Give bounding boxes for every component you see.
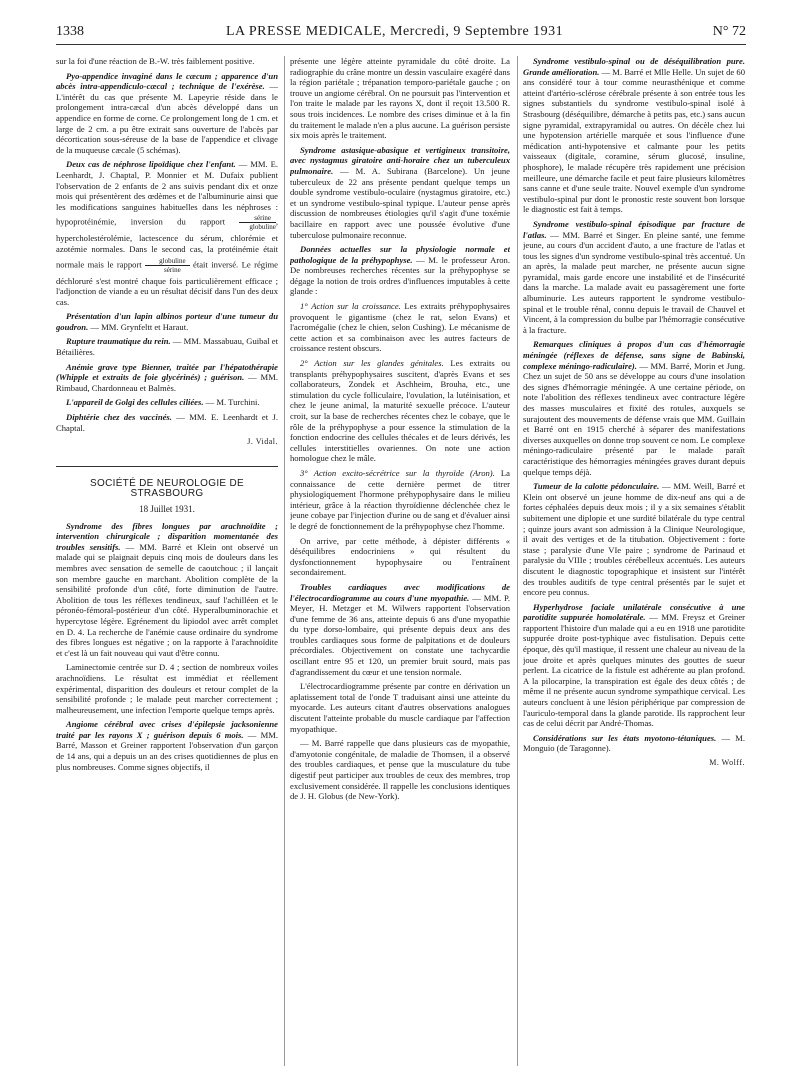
- issue-number: N° 72: [712, 24, 746, 39]
- article-heading: Diphtérie chez des vaccinés.: [66, 412, 172, 423]
- article-body: — MM. E. Leenhardt et J. Chaptal.: [56, 412, 278, 433]
- article-entry: [56, 521, 278, 659]
- page-number: 1338: [56, 24, 84, 39]
- article-heading: Syndrome vestibulo-spinal épisodique par fracture de l'atlas.: [523, 218, 745, 240]
- article-entry: [56, 311, 278, 332]
- article-heading: Angiome cérébral avec crises d'épilepsie jacksonienne traité par les rayons X ; guérison depuis 6 mois.: [56, 719, 278, 740]
- journal-title: LA PRESSE MEDICALE, Mercredi, 9 Septembre 1931: [226, 24, 564, 39]
- session-date: 18 Juillet 1931.: [139, 504, 195, 514]
- article-body: — M. Barré et Mlle Helle. Un sujet de 60 ans considéré tour à tour comme neurasthénique et comme atteint d'artério-sclérose cérébrale présente à son entrée tous les signes substantiels du syndrome vestibulo-spinal isolé à Strasbourg (déséquilibre, démarche à petits pas, etc.) sans aucun signe pyramidal, extrapyramidal ou autres. On décèle chez lui une hypotension artérielle marquée et sous l'influence d'une médication anti-hypotensive et calmante pour les petits vaisseaux (digitale, coramine, sérum glucosé, insuline, phosphore), le malade récupère très rapidement une précision meilleure, une démarche facile et peut faire plusieurs kilomètres sans canne et d'une seule traite. Nouvel exemple d'un syndrome vestibulo-spinal pur dont le pronostic reste souvent bon lorsque le diagnostic est fait à temps.: [523, 66, 745, 215]
- article-entry: [523, 339, 745, 477]
- article-entry: [56, 719, 278, 772]
- article-body: — MM. P. Meyer, H. Metzger et M. Wilwers rapportent l'observation d'une femme de 36 ans, atteinte depuis 6 ans d'une myopathie du type dorso-lombaire, qui présente depuis deux ans des troubles cardiaques sous forme de palpitations et de douleurs précordiales. Objectivement on constate une tachycardie oscillant entre 95 et 120, un premier bruit sourd, mais pas d'agrandissement du cœur et une tension normale.: [290, 592, 510, 677]
- article-body: — MM. Grynfeltt et Haraut.: [88, 321, 189, 332]
- column-right: [523, 56, 745, 1066]
- section-title: SOCIÉTÉ DE NEUROLOGIE DE STRASBOURG: [56, 466, 278, 500]
- article-body: — MM. Barré, Morin et Jung. Chez un sujet de 50 ans se développe au cours d'une insolation des signes d'hémorragie méningée. A une certaine période, on note l'abolition des réflexes tendineux avec contracture légère des masses musculaires et fixité des rotules, auxquels se surajoutent des mouvements de défense vrais que MM. Guillain et Barré ont en 1915 cherché à séparer des manifestations diverses auxquelles on donne trop souvent ce nom. Le complexe méningo-radiculaire présenté par le malade paraît caractéristique des hémorragies méningées graves durant depuis quelque temps déjà.: [523, 360, 745, 477]
- fraction-numerator: sérine: [239, 214, 275, 223]
- column-left: [56, 56, 278, 1066]
- column-divider: [517, 56, 518, 1066]
- article-entry: [523, 56, 745, 215]
- article-heading: L'appareil de Golgi des cellules ciliées.: [66, 397, 204, 408]
- paragraph: — M. Barré rappelle que dans plusieurs cas de myopathie, d'amyotonie congénitale, de maladie de Thomsen, il a observé des troubles cardiaques, et pense que la musculature du tube digestif peut participer aux troubles de ceux des membres, trop exclusivement considérée. Il rappelle les conclusions identiques de J. H. Globus (de New-York).: [290, 738, 510, 802]
- article-heading: Remarques cliniques à propos d'un cas d'hémorragie méningée (réflexes de défense, sans signe de Babinski, complexe méningo-radiculaire).: [523, 339, 745, 371]
- article-body: — MM. Massabuau, Guibal et Bétailières.: [56, 336, 278, 358]
- article-entry: [290, 145, 510, 240]
- article-body: Les extraits ou transplants préhypophysaires suscitent, d'après Evans et ses collaborateurs, Zondek et Aschheim, Brouha, etc., une stimulation du cycle folliculaire, l'ovulation, la lutéinisation, et chez le jeune animal, la maturité sexuelle précoce. L'auteur croit, sur la base de recherches récentes chez le cobaye, que le rôle de la préhypophyse a pour essence la stimulation de la fonction endocrine des cellules thécales et de leurs dérivés, les cellules interstitielles ovariennes. On note une action homologue chez le mâle.: [290, 358, 510, 464]
- signature: M. Wolff.: [709, 758, 745, 767]
- article-body: — MM. Freysz et Greiner rapportent l'histoire d'un malade qui a eu en 1918 une parotidite suppurée droite post-typhique avec fistulisation. Depuis cette époque, dès qu'il mastique, il ressent une chaleur au niveau de la joue droite et après quelques minutes des gouttes de sueur perlent. La cicatrice de la fistule est adhérente au plan profond. A la pilocarpine, la transpiration est égale des deux côtés ; de même il ne présente aucun syndrome sympathique cervical. Les auteurs concluent à une lésion périphérique par compression de l'auriculo-temporal dans la glande parotide. Ils rapprochent leur cas de celui décrit par André-Thomas.: [523, 612, 745, 729]
- article-heading: Troubles cardiaques avec modifications de l'électrocardiogramme au cours d'une myopathie.: [290, 581, 510, 603]
- article-entry: [523, 733, 745, 754]
- page-header: [56, 22, 746, 45]
- article-body: était inversé. Le régime déchloruré s'est montré chaque fois particulièrement efficace ; l'adjonction de viande a eu un résultat décisif dans l'un des deux cas.: [56, 258, 278, 307]
- article-entry: [290, 582, 510, 677]
- article-heading: Pyo-appendice invaginé dans le cæcum ; apparence d'un abcès intra-appendiculo-cæcal ; technique de l'exérèse.: [56, 70, 278, 92]
- subheading: 3° Action excito-sécrétrice sur la thyroïde (Aron).: [300, 467, 495, 478]
- fraction-denominator: globuline: [249, 223, 276, 232]
- article-heading: Présentation d'un lapin albinos porteur d'une tumeur du goudron.: [56, 311, 278, 332]
- article-entry: [56, 397, 278, 408]
- article-entry: [523, 481, 745, 598]
- paragraph: L'électrocardiogramme présente par contre en dérivation un aplatissement total de l'onde T traduisant ainsi une atteinte du myocarde. Les auteurs citant d'autres observations analogues discutent l'atteinte probable du muscle cardiaque par l'affection myopathique.: [290, 681, 510, 734]
- article-body: — L'intérêt du cas que présente M. Lapeyrie réside dans le prolongement intra-cæcal d'un abcès développé dans un appendice en forme de corne. Ce prolongement long de 1 cm. et large de 2 cm. a pu être extrait sans ouverture de l'abcès par décortication sous-séreuse de la base de l'appendice et clivage de la muqueuse cæcale (5 schémas).: [56, 81, 278, 155]
- paragraph: Laminectomie centrée sur D. 4 ; section de nombreux voiles arachnoïdiens. Le résultat est immédiat et réellement expérimental, disparition des douleurs et retour complet de la sensibilité profonde ; le malade peut marcher correctement ; malheureusement, une infection l'emporte quelque temps après.: [56, 662, 278, 715]
- article-entry: [290, 244, 510, 297]
- article-entry: [290, 468, 510, 532]
- signature: J. Vidal.: [247, 437, 278, 447]
- article-body: — MM. Rimbaud, Chardonneau et Balmès.: [56, 372, 278, 393]
- article-body: Les extraits préhypophysaires provoquent le gigantisme (chez le rat, selon Evans) et l'acromégalie (chez le chien, selon Cushing). Le mécanisme de cette action et sa combinaison avec les autres facteurs de croissance restent obscurs.: [290, 301, 510, 354]
- article-heading: Tumeur de la calotte pédonculaire.: [533, 481, 660, 492]
- article-entry: [56, 412, 278, 433]
- column-middle: [290, 56, 510, 1066]
- article-entry: [56, 71, 278, 156]
- article-heading: Rupture traumatique du rein.: [66, 336, 171, 347]
- article-entry: [56, 159, 278, 307]
- article-body: , hypercholestérolémie, lactescence du sérum, chlorémie et azotémie normales. Dans le second cas, la protéinémie était normale mais le rapport: [56, 216, 278, 269]
- subheading: 1° Action sur la croissance.: [300, 301, 401, 312]
- article-entry: [523, 602, 745, 729]
- article-heading: Anémie grave type Bienner, traitée par l'hépatothérapie (Whipple et extraits de foie glycérinés) ; guérison.: [56, 361, 278, 383]
- fraction: [145, 257, 189, 274]
- article-body: — MM. Barré et Singer. En pleine santé, une femme jeune, au cours d'un accident d'auto, a une fracture de l'atlas et tous les signes d'un syndrome vestibulo-spinal très accentué. Un an après, la malade peut marcher, ne présente aucun signe pyramidal, mais garde encore une instabilité et de l'insécurité dans la marche. La malade avait eu passagèrement une forte albuminurie. Les auteurs rapportent le syndrome vestibulo-spinal et le trouble rénal, connu depuis le travail de Chauvel et Vincent, à la compression du bulbe par l'hémorragie consécutive à la fracture.: [523, 229, 745, 335]
- article-body: — M. Turchini.: [203, 397, 260, 408]
- article-heading: Données actuelles sur la physiologie normale et pathologique de la préhypophyse.: [290, 244, 510, 265]
- column-divider: [284, 56, 285, 1066]
- article-entry: [290, 301, 510, 354]
- article-body: — M. A. Subirana (Barcelone). Un jeune tuberculeux de 22 ans présente pendant quelque temps un double syndrome vestibulo-oculaire (nystagmus giratoire, etc.) et un syndrome vestibulo-spinal typique. L'auteur pense après discussion de nombreuses étiologies qu'il s'agit d'une toxémie bacillaire en rapport avec une poussée évolutive d'une tuberculose pulmonaire reconnue.: [290, 165, 510, 240]
- fraction: [239, 214, 275, 231]
- article-heading: Considérations sur les états myotono-tétaniques.: [533, 732, 717, 743]
- article-body: — MM. Barré, Masson et Greiner rapportent l'observation d'un garçon de 14 ans, qui a depuis un an des crises quotidiennes de plus en plus nombreuses. Comme signes objectifs, il: [56, 729, 278, 772]
- subheading: 2° Action sur les glandes génitales.: [300, 358, 444, 369]
- article-heading: Hyperhydrose faciale unilatérale consécutive à une parotidite suppurée homolatérale.: [523, 601, 745, 623]
- article-body: — MM. E. Leenhardt, J. Chaptal, P. Monnier et M. Dufaix publient l'observation de 2 enfants de 2 ans suivis pendant dix et onze mois qui présentèrent des œdèmes et de l'albuminurie ainsi que les modifications sanguines habituelles dans les néphroses : hypoprotéinémie, inversion du rapport: [56, 159, 278, 227]
- article-entry: [56, 362, 278, 394]
- article-body: La connaissance de cette dernière permet de titrer physiologiquement l'hormone préhypophysaire dans le milieu intérieur, grâce à la réaction thyroïdienne déclenchée chez le jeune cobaye par l'injection d'urine ou de sang et d'évaluer ainsi le degré de fonctionnement de la préhypophyse chez l'homme.: [290, 467, 510, 531]
- article-entry: [290, 358, 510, 464]
- article-body: — MM. Barré et Klein ont observé un malade qui se plaignait depuis cinq mois de douleurs dans les membres avec sensation de semelle de caoutchouc ; il lançait son membre gauche en marchant. Abolition complète de la sensibilité profonde d'un côté, forte diminution de l'autre. Abolition de tous les réflexes tendineux, sauf l'achilléen et le péronéo-fémoral-postérieur d'un côté. Hyperalbuminorachie et hypercytose légère. Egrénement du lipiodol avec arrêt complet en D. 4. La recherche de l'anémie cause ordinaire du syndrome des fibres longues est négative ; on la rapporte à l'arachnoïdite et c'est là un fait nouveau qui vaut d'être connu.: [56, 541, 278, 658]
- article-heading: Syndrome astasique-abasique et vertigineux transitoire, avec nystagmus giratoire anti-horaire chez un tuberculeux pulmonaire.: [290, 144, 510, 176]
- paragraph: sur la foi d'une réaction de B.-W. très faiblement positive.: [56, 56, 255, 66]
- article-body: — M. le professeur Aron. De nombreuses recherches récentes sur la préhypophyse se dégage la notion de trois ordres d'influences imputables à cette glande :: [290, 254, 510, 297]
- article-body: — M. Monguio (de Taragonne).: [523, 732, 745, 754]
- article-entry: [56, 336, 278, 357]
- paragraph: On arrive, par cette méthode, à dépister différents « déséquilibres endocriniens » qui résultent du dysfonctionnement hypophysaire ou l'entraînent secondairement.: [290, 535, 510, 578]
- article-heading: Syndrome des fibres longues par arachnoïdite ; intervention chirurgicale ; disparition momentanée des troubles sensitifs.: [56, 520, 278, 552]
- article-heading: Deux cas de néphrose lipoïdique chez l'enfant.: [66, 159, 236, 170]
- article-body: — MM. Weill, Barré et Klein ont observé un jeune homme de dix-neuf ans qui a de fortes céphalées depuis deux mois ; il y a six semaines s'établit subitement une diplopie et une surdité bilatérale du type central ; quinze jours avant son admission à la Clinique Neurologique, il avait des vertiges et de la titubation. Objectivement : forte stase ; paralysie d'une VIe paire ; syndrome de Parinaud et paralysie du VIIIe ; troubles cérébelleux accentués. Les auteurs discutent le diagnostic topographique et insistent sur l'intérêt des troubles auditifs de type central présentés par le sujet et encore peu connus.: [523, 481, 745, 598]
- article-heading: Syndrome vestibulo-spinal ou de déséquilibration pure. Grande amélioration.: [523, 56, 745, 77]
- fraction-denominator: sérine: [164, 265, 181, 274]
- paragraph: présente une légère atteinte pyramidale du côté droite. La radiographie du crâne montre un dessin vasculaire exagéré dans la région pariétale ; trépanation temporo-pariétale gauche ; on trouve un angiome cérébral. On ne poursuit pas l'intervention et l'on traite le malade par les rayons X, dont il reçoit 13.500 R. sous trois incidences. Le nombre des crises diminue et à la fin du traitement le malade n'en a plus aucune. La guérison persiste six mois après le traitement.: [290, 56, 510, 141]
- article-entry: [523, 219, 745, 336]
- fraction-numerator: globuline: [145, 257, 189, 266]
